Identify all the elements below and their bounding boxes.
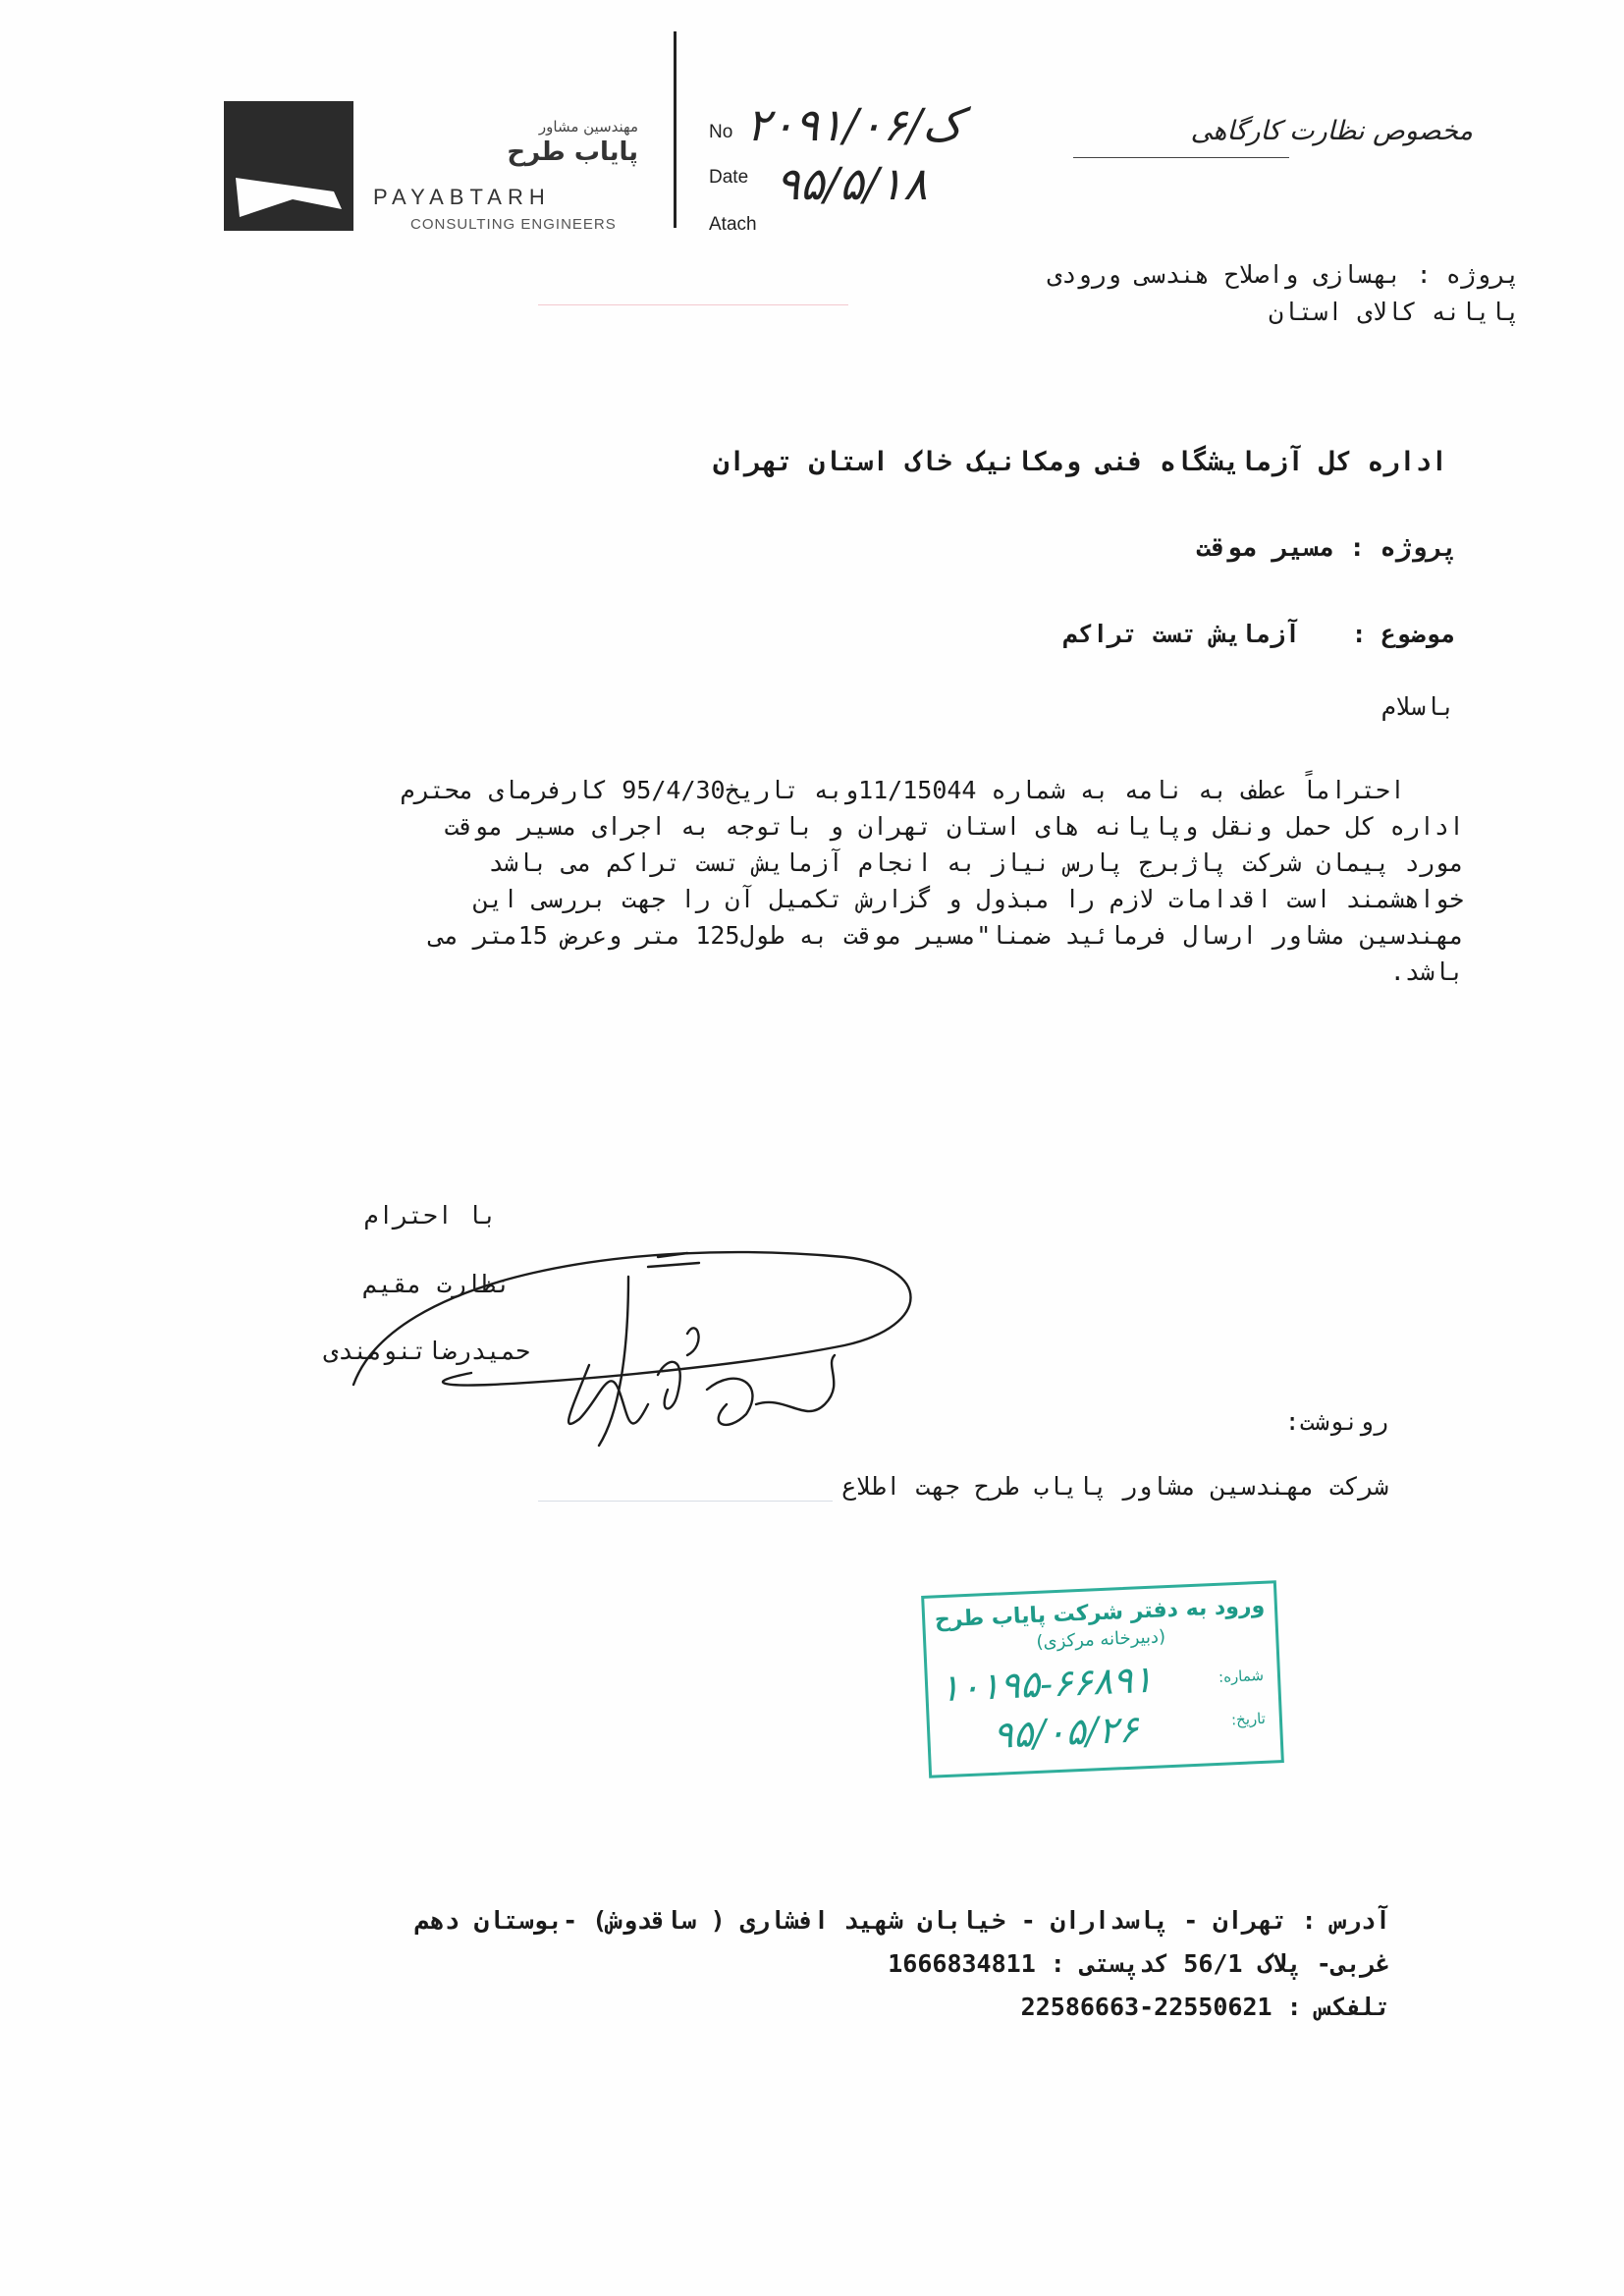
attach-label: Atach [709,214,757,235]
closing: با احترام [363,1201,497,1230]
stamp-number-value: ۱۰۱۹۵-۶۶۸۹۱ [939,1657,1154,1711]
cc-faint-line [538,1501,833,1502]
body-line: خواهشمند است اقدامات لازم را مبذول و گزارش تکمیل آن را جهت بررسی این [473,885,1464,913]
body-line: باشد. [1389,957,1464,986]
stamp-date-label: تاریخ: [1230,1709,1267,1729]
supervision-mark: مخصوص نظارت کارگاهی [1190,116,1473,146]
subject-label: موضوع : [1351,620,1455,648]
project-line: پروژه : مسیر موقت [1195,533,1457,563]
signature-icon [334,1218,943,1453]
signer-name: حمیدرضاتنومندی [323,1337,530,1365]
cc-label: رونوشت: [1284,1407,1388,1436]
company-logo [224,101,353,231]
letter-number: ۲۰۹۱/ک/۰۶ [746,98,963,151]
cc-text: شرکت مهندسین مشاور پایاب طرح جهت اطلاع [841,1472,1388,1501]
body-line: مورد پیمان شرکت پاژبرج پارس نیاز به انجام آزمایش تست تراکم می باشد [488,848,1464,877]
footer-telefax: تلفکس : 22550621-22586663 [1020,1993,1390,2021]
project-header-line1: پروژه : بهسازی واصلاح هندسی ورودی [1047,260,1520,289]
supervision-underline [1073,157,1289,158]
signer-title: نظارت مقیم [362,1270,511,1298]
subject-value: آزمایش تست تراکم [1063,620,1300,648]
logo-sub-en: CONSULTING ENGINEERS [410,216,617,233]
stamp-date-value: ۹۵/۰۵/۲۶ [992,1707,1140,1757]
header-faint-line [538,304,848,305]
body-line: اداره کل حمل ونقل وپایانه های استان تهران و باتوجه به اجرای مسیر موقت [444,812,1464,841]
stamp-number-label: شماره: [1218,1666,1265,1686]
body-line: احتراماً عطف به نامه به شماره 11/15044وبه تاریخ95/4/30 کارفرمای محترم [400,776,1405,804]
greeting: باسلام [1380,692,1455,721]
footer-address2: غربی- پلاک 56/1 کدپستی : 1666834811 [888,1949,1390,1978]
logo-consultant-fa: مهندسین مشاور [538,118,638,136]
body-line: مهندسین مشاور ارسال فرمائید ضمنا"مسیر موقت به طول125 متر وعرض 15متر می [429,921,1464,950]
letter-date: ۹۵/۵/۱۸ [776,157,928,210]
registry-stamp [921,1580,1284,1778]
logo-mark-icon [224,101,353,231]
stamp-line1: ورود به دفتر شرکت پایاب طرح [934,1593,1266,1633]
logo-name-fa: پایاب طرح [507,137,638,167]
letter-body [148,772,1464,990]
project-header-line2: پایانه کالای استان [1269,298,1520,326]
footer-address1: آدرس : تهران - پاسداران - خیابان شهید افشاری ( ساقدوش) -بوستان دهم [414,1906,1390,1935]
stamp-line2: (دبیرخانه مرکزی) [1036,1626,1166,1653]
date-label: Date [709,167,749,188]
no-label: No [709,122,733,142]
recipient: اداره کل آزمایشگاه فنی ومکانیک خاک استان تهران [713,447,1447,477]
logo-name-en: PAYABTARH [373,185,551,209]
header-divider [674,31,677,228]
